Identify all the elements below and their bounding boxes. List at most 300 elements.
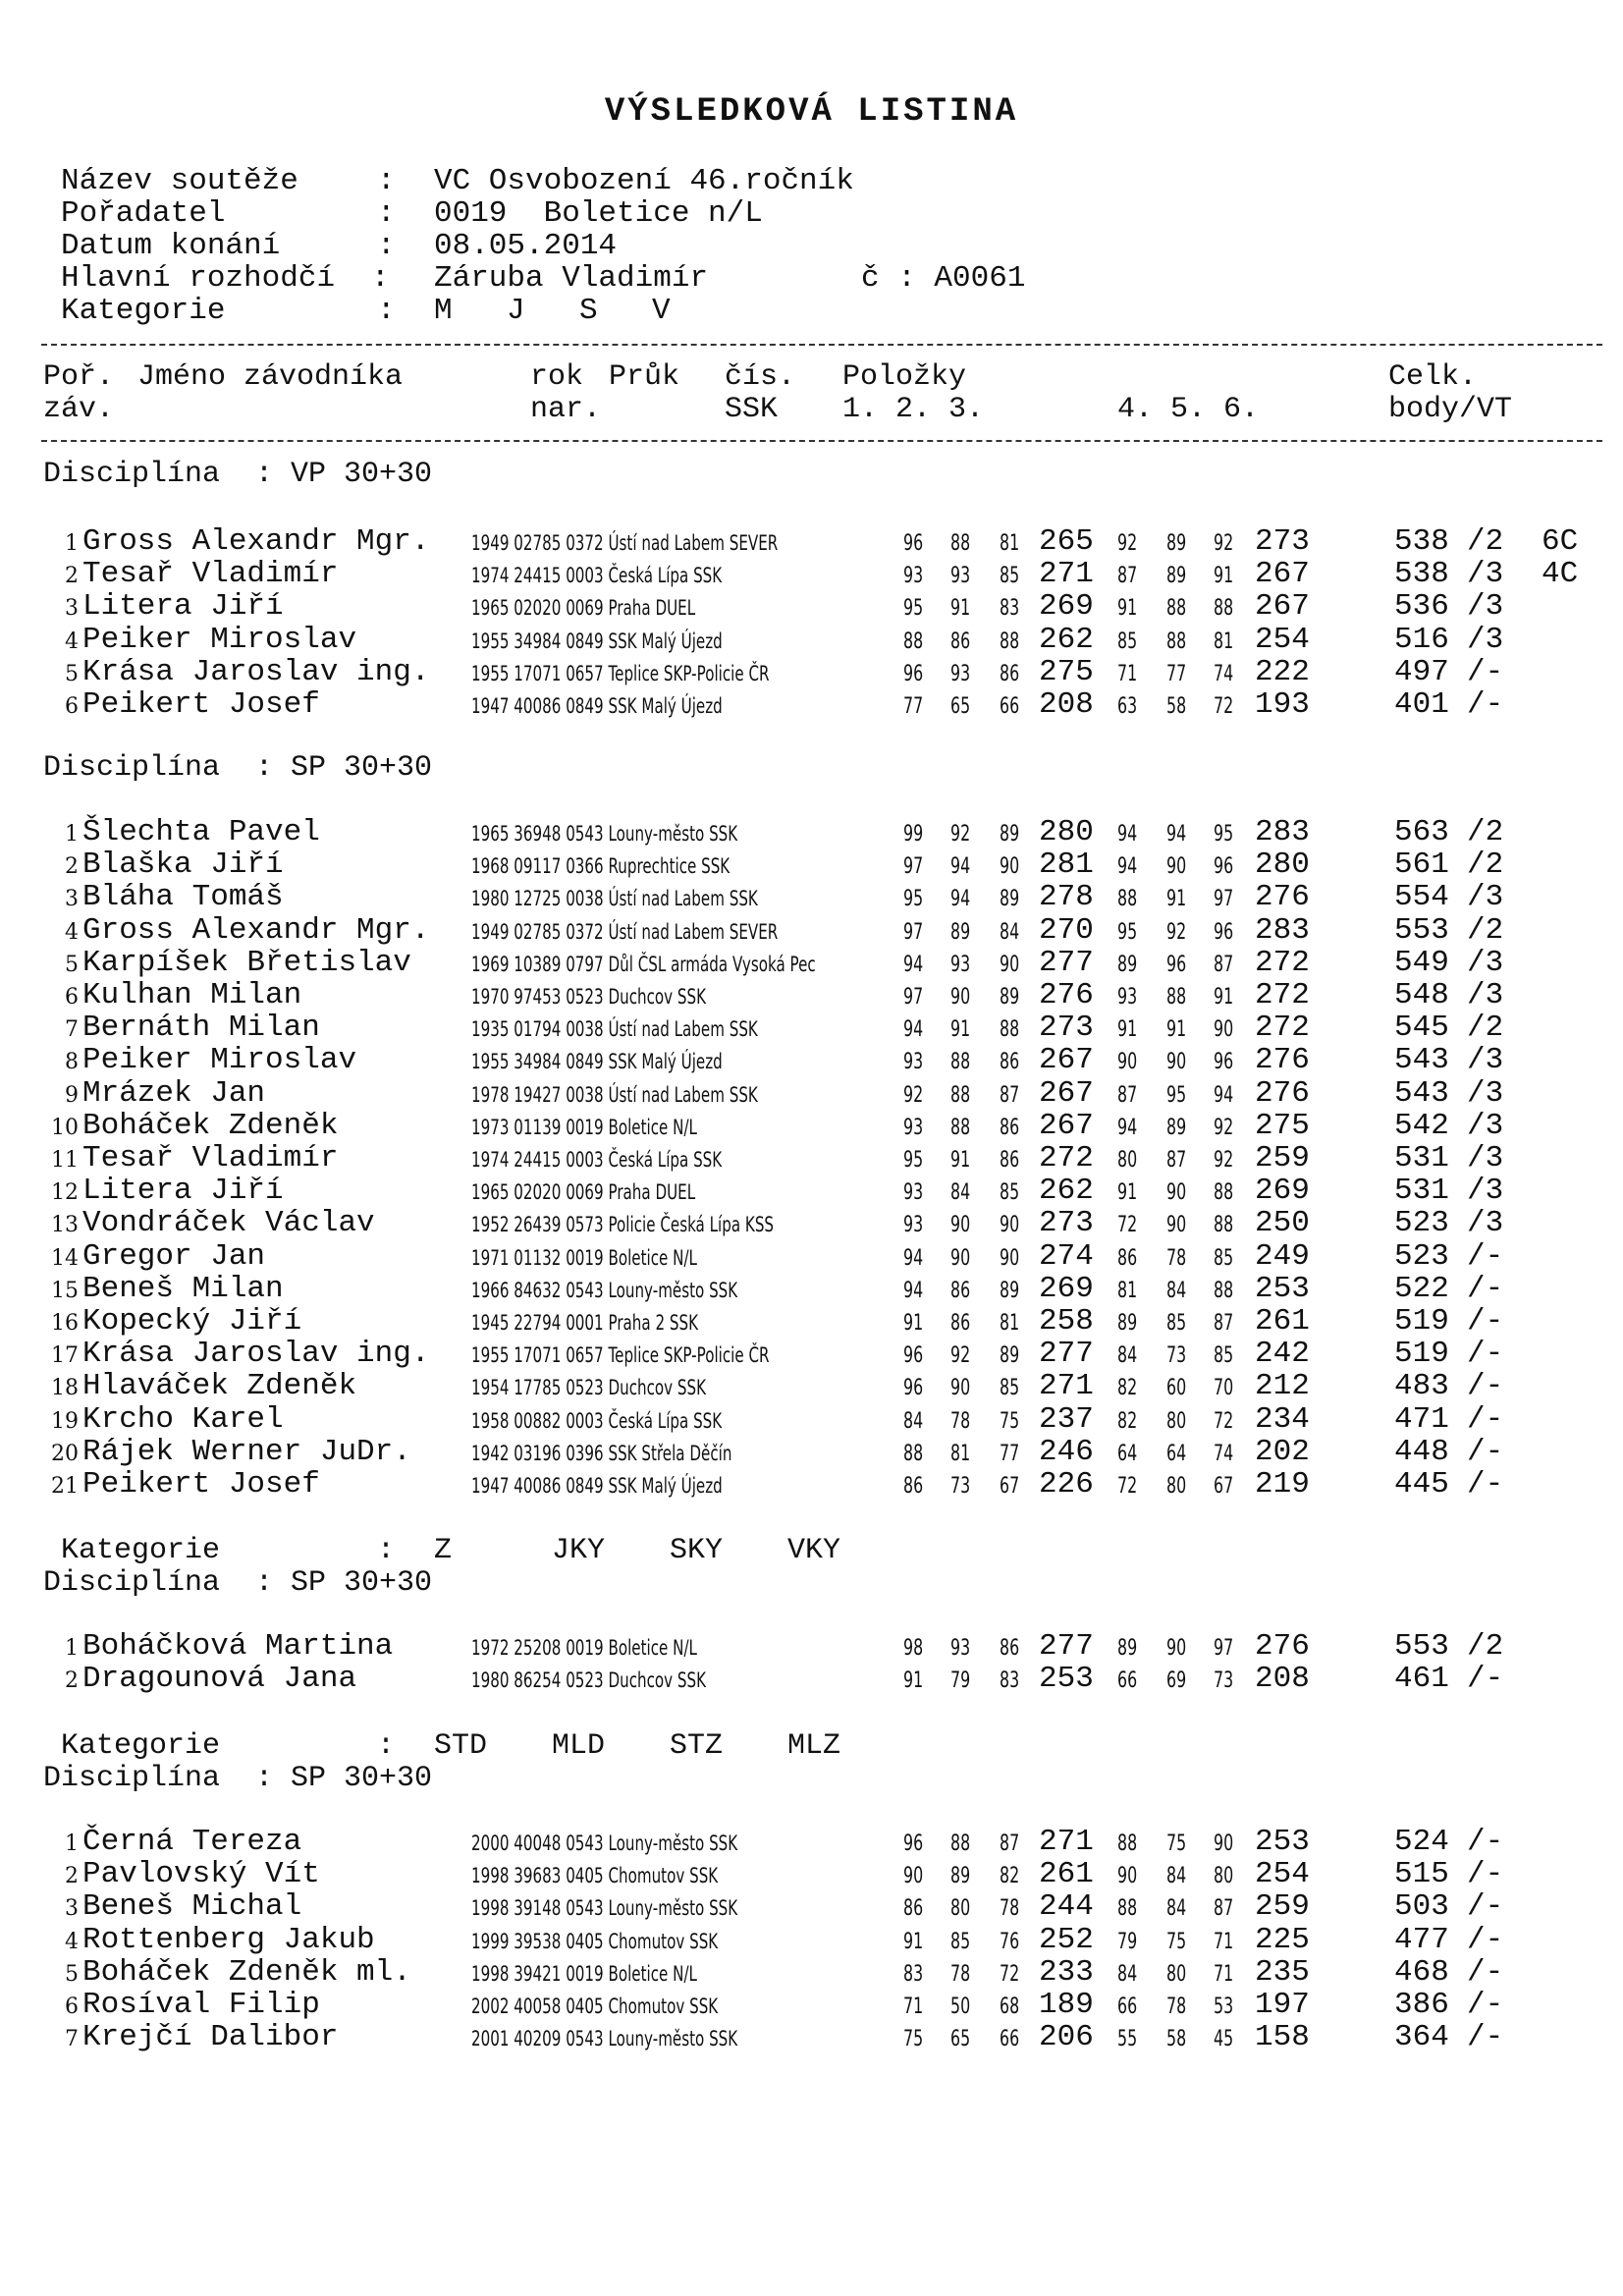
rank-number: 11 (51, 1148, 79, 1173)
total-points: 545 (1394, 1011, 1449, 1046)
competitor-name: Bláha Tomáš (82, 880, 284, 915)
competitor-name: Beneš Milan (82, 1271, 284, 1306)
result-row (0, 688, 1623, 721)
score-6: 90 (1214, 1831, 1234, 1856)
competitor-info: 1998 39683 0405 Chomutov SSK (471, 1864, 719, 1888)
score-3: 86 (1000, 1050, 1020, 1075)
result-row (0, 1663, 1623, 1695)
score-4: 55 (1117, 2027, 1138, 2052)
score-3: 86 (1000, 1636, 1020, 1661)
col-por: Poř. (43, 360, 115, 394)
score-3: 77 (1000, 1441, 1020, 1466)
score-5: 90 (1166, 1213, 1187, 1238)
rank-number: 3 (65, 887, 79, 912)
subtotal-2: 272 (1255, 945, 1310, 980)
score-6: 53 (1214, 1995, 1234, 2019)
score-4: 89 (1117, 1311, 1138, 1336)
score-2: 84 (950, 1180, 971, 1206)
score-6: 73 (1214, 1668, 1234, 1694)
score-4: 94 (1117, 822, 1138, 847)
result-row (0, 1989, 1623, 2021)
vt-class: /2 (1467, 1629, 1504, 1664)
subtotal-2: 259 (1255, 1889, 1310, 1925)
result-row (0, 947, 1623, 979)
score-4: 66 (1117, 1668, 1138, 1694)
score-5: 69 (1166, 1668, 1187, 1694)
subtotal-2: 212 (1255, 1369, 1310, 1404)
score-1: 95 (903, 887, 924, 912)
result-row (0, 2021, 1623, 2053)
subtotal-1: 277 (1039, 1337, 1094, 1372)
score-6: 71 (1214, 1961, 1234, 1987)
result-row (0, 1826, 1623, 1858)
subtotal-2: 253 (1255, 1825, 1310, 1859)
score-6: 87 (1214, 952, 1234, 977)
competitor-info: 1958 00882 0003 Česká Lípa SSK (471, 1408, 723, 1433)
score-1: 88 (903, 1441, 924, 1466)
subtotal-1: 272 (1039, 1141, 1094, 1175)
total-points: 542 (1394, 1108, 1449, 1143)
category-code: M (434, 294, 453, 328)
score-3: 87 (1000, 1831, 1020, 1856)
score-4: 80 (1117, 1148, 1138, 1173)
vt-class: /3 (1467, 589, 1504, 625)
result-row (0, 816, 1623, 848)
subtotal-1: 267 (1039, 1075, 1094, 1111)
competitor-name: Boháčková Martina (82, 1629, 394, 1664)
rank-number: 18 (51, 1376, 79, 1401)
divider (41, 344, 1602, 346)
score-6: 87 (1214, 1311, 1234, 1336)
competitor-name: Hlaváček Zdeněk (82, 1369, 357, 1404)
score-5: 80 (1166, 1961, 1187, 1987)
score-5: 92 (1166, 919, 1187, 945)
subtotal-1: 265 (1039, 524, 1094, 559)
result-row (0, 1011, 1623, 1044)
subtotal-2: 222 (1255, 654, 1310, 689)
competitor-info: 1973 01139 0019 Boletice N/L (471, 1115, 697, 1139)
competitor-name: Boháček Zdeněk ml. (82, 1954, 411, 1990)
score-4: 87 (1117, 1082, 1138, 1108)
result-row (0, 624, 1623, 656)
total-points: 531 (1394, 1141, 1449, 1175)
competitor-info: 1978 19427 0038 Ústí nad Labem SSK (471, 1082, 758, 1107)
vt-class: /- (1467, 1467, 1504, 1502)
score-4: 66 (1117, 1995, 1138, 2019)
total-points: 515 (1394, 1857, 1449, 1892)
score-6: 72 (1214, 1408, 1234, 1434)
header-value: Záruba Vladimír (434, 261, 709, 296)
score-4: 84 (1117, 1961, 1138, 1987)
vt-class: /- (1467, 1401, 1504, 1437)
result-row (0, 1273, 1623, 1305)
competitor-info: 1952 26439 0573 Policie Česká Lípa KSS (471, 1213, 775, 1237)
vt-class: /3 (1467, 1108, 1504, 1143)
result-row (0, 1338, 1623, 1370)
subtotal-2: 283 (1255, 912, 1310, 948)
competitor-name: Gross Alexandr Mgr. (82, 912, 430, 948)
score-2: 92 (950, 1343, 971, 1369)
score-2: 78 (950, 1408, 971, 1434)
header-colon: : (377, 164, 396, 198)
total-points: 364 (1394, 2020, 1449, 2055)
competitor-info: 1966 84632 0543 Louny-město SSK (471, 1278, 738, 1302)
total-points: 523 (1394, 1206, 1449, 1241)
rank-number: 3 (65, 596, 79, 622)
score-2: 94 (950, 854, 971, 880)
result-row (0, 1436, 1623, 1468)
subtotal-1: 273 (1039, 1206, 1094, 1241)
score-5: 85 (1166, 1311, 1187, 1336)
score-3: 85 (1000, 1180, 1020, 1206)
score-3: 86 (1000, 1148, 1020, 1173)
subtotal-2: 275 (1255, 1108, 1310, 1143)
subtotal-1: 237 (1039, 1401, 1094, 1437)
score-4: 89 (1117, 952, 1138, 977)
competitor-info: 1969 10389 0797 Důl ČSL armáda Vysoká Pec (471, 952, 816, 976)
header-colon: : (377, 229, 396, 263)
total-points: 483 (1394, 1369, 1449, 1404)
discipline-heading: Disciplína : SP 30+30 (43, 1566, 433, 1600)
score-4: 88 (1117, 887, 1138, 912)
header-value: 08.05.2014 (434, 229, 618, 263)
competitor-name: Šlechta Pavel (82, 815, 320, 849)
score-2: 91 (950, 1148, 971, 1173)
rank-number: 15 (51, 1278, 79, 1303)
col-rok: rok (530, 360, 584, 394)
discipline-heading: Disciplína : VP 30+30 (43, 458, 433, 491)
col-body: body/VT (1388, 393, 1513, 426)
subtotal-2: 193 (1255, 687, 1310, 722)
score-3: 72 (1000, 1961, 1020, 1987)
score-6: 96 (1214, 854, 1234, 880)
score-1: 91 (903, 1668, 924, 1694)
competitor-info: 1970 97453 0523 Duchcov SSK (471, 985, 707, 1009)
score-3: 90 (1000, 1213, 1020, 1238)
score-5: 89 (1166, 1115, 1187, 1140)
score-2: 93 (950, 661, 971, 686)
score-3: 68 (1000, 1995, 1020, 2019)
vt-class: /3 (1467, 1206, 1504, 1241)
vt-class: /- (1467, 687, 1504, 722)
score-4: 87 (1117, 564, 1138, 589)
score-2: 86 (950, 1311, 971, 1336)
result-row (0, 1956, 1623, 1989)
subtotal-2: 276 (1255, 1075, 1310, 1111)
score-6: 67 (1214, 1474, 1234, 1499)
score-2: 93 (950, 1636, 971, 1661)
subtotal-2: 208 (1255, 1662, 1310, 1697)
score-2: 73 (950, 1474, 971, 1499)
vt-class: /3 (1467, 880, 1504, 915)
competitor-name: Gross Alexandr Mgr. (82, 524, 430, 559)
vt-class: /- (1467, 1434, 1504, 1469)
col-p456: 4. 5. 6. (1117, 393, 1260, 426)
competitor-info: 2001 40209 0543 Louny-město SSK (471, 2027, 738, 2051)
competitor-info: 1955 17071 0657 Teplice SKP-Policie ČR (471, 1343, 770, 1368)
score-1: 94 (903, 1017, 924, 1043)
competitor-name: Mrázek Jan (82, 1075, 266, 1111)
subtotal-1: 258 (1039, 1304, 1094, 1339)
category-code: V (652, 294, 671, 328)
subtotal-1: 269 (1039, 1271, 1094, 1306)
competitor-info: 1945 22794 0001 Praha 2 SSK (471, 1311, 699, 1335)
vt-class: /- (1467, 654, 1504, 689)
category-code: VKY (787, 1534, 841, 1567)
rank-number: 6 (65, 1995, 79, 2019)
subtotal-1: 261 (1039, 1857, 1094, 1892)
subtotal-1: 280 (1039, 815, 1094, 849)
score-6: 97 (1214, 887, 1234, 912)
rank-number: 9 (65, 1082, 79, 1108)
vt-class: /- (1467, 2020, 1504, 2055)
score-6: 94 (1214, 1082, 1234, 1108)
rank-number: 1 (65, 1636, 79, 1661)
vt-class: /3 (1467, 945, 1504, 980)
competitor-info: 1965 02020 0069 Praha DUEL (471, 1180, 696, 1205)
category-code: JKY (552, 1534, 606, 1567)
rank-number: 1 (65, 531, 79, 556)
vt-class: /2 (1467, 1011, 1504, 1046)
total-points: 548 (1394, 978, 1449, 1012)
score-5: 90 (1166, 1180, 1187, 1206)
competitor-info: 1955 17071 0657 Teplice SKP-Policie ČR (471, 661, 770, 685)
total-points: 543 (1394, 1043, 1449, 1078)
result-row (0, 1890, 1623, 1923)
score-4: 79 (1117, 1929, 1138, 1954)
subtotal-2: 272 (1255, 1011, 1310, 1046)
category-code: S (579, 294, 598, 328)
competitor-name: Litera Jiří (82, 1174, 284, 1209)
rank-number: 6 (65, 694, 79, 719)
total-points: 553 (1394, 1629, 1449, 1664)
total-points: 448 (1394, 1434, 1449, 1469)
score-5: 94 (1166, 822, 1187, 847)
competitor-name: Černá Tereza (82, 1825, 302, 1859)
total-points: 554 (1394, 880, 1449, 915)
total-points: 524 (1394, 1825, 1449, 1859)
score-3: 82 (1000, 1864, 1020, 1889)
competitor-info: 1949 02785 0372 Ústí nad Labem SEVER (471, 919, 779, 944)
score-4: 91 (1117, 596, 1138, 622)
score-3: 85 (1000, 564, 1020, 589)
score-3: 90 (1000, 854, 1020, 880)
score-4: 90 (1117, 1050, 1138, 1075)
competitor-name: Krcho Karel (82, 1401, 284, 1437)
rank-number: 6 (65, 985, 79, 1010)
total-points: 516 (1394, 622, 1449, 657)
score-6: 97 (1214, 1636, 1234, 1661)
total-points: 461 (1394, 1662, 1449, 1697)
competitor-name: Kopecký Jiří (82, 1304, 302, 1339)
score-1: 99 (903, 822, 924, 847)
competitor-info: 1998 39421 0019 Boletice N/L (471, 1961, 697, 1986)
rank-number: 2 (65, 1668, 79, 1694)
subtotal-1: 278 (1039, 880, 1094, 915)
col-name: Jméno závodníka (137, 360, 404, 394)
result-row (0, 1403, 1623, 1436)
competitor-info: 1965 02020 0069 Praha DUEL (471, 596, 696, 621)
subtotal-1: 252 (1039, 1922, 1094, 1957)
subtotal-1: 277 (1039, 945, 1094, 980)
category-label: Kategorie (61, 1729, 221, 1763)
score-3: 90 (1000, 1245, 1020, 1271)
score-4: 82 (1117, 1408, 1138, 1434)
vt-class: /3 (1467, 978, 1504, 1012)
score-6: 88 (1214, 1278, 1234, 1303)
header-colon: : (377, 196, 396, 231)
score-6: 96 (1214, 1050, 1234, 1075)
score-3: 75 (1000, 1408, 1020, 1434)
score-3: 84 (1000, 919, 1020, 945)
total-points: 386 (1394, 1988, 1449, 2022)
vt-class: /- (1467, 1369, 1504, 1404)
subtotal-2: 283 (1255, 815, 1310, 849)
category-code: MLD (552, 1729, 606, 1763)
score-4: 93 (1117, 985, 1138, 1010)
competitor-name: Boháček Zdeněk (82, 1108, 339, 1143)
discipline-heading: Disciplína : SP 30+30 (43, 751, 433, 785)
vt-class: /- (1467, 1662, 1504, 1697)
header-label: Pořadatel (61, 196, 226, 231)
score-1: 94 (903, 952, 924, 977)
competitor-name: Peiker Miroslav (82, 1043, 357, 1078)
score-3: 86 (1000, 1115, 1020, 1140)
rank-number: 10 (51, 1115, 79, 1140)
category-colon: : (377, 1534, 396, 1567)
subtotal-1: 226 (1039, 1467, 1094, 1502)
score-2: 93 (950, 952, 971, 977)
score-2: 91 (950, 596, 971, 622)
subtotal-2: 269 (1255, 1174, 1310, 1209)
score-3: 86 (1000, 661, 1020, 686)
score-5: 89 (1166, 564, 1187, 589)
score-3: 89 (1000, 1278, 1020, 1303)
score-5: 88 (1166, 629, 1187, 654)
rank-number: 19 (51, 1408, 79, 1434)
competitor-name: Kulhan Milan (82, 978, 302, 1012)
subtotal-2: 225 (1255, 1922, 1310, 1957)
score-4: 90 (1117, 1864, 1138, 1889)
score-1: 96 (903, 1343, 924, 1369)
rank-number: 7 (65, 2027, 79, 2052)
score-5: 60 (1166, 1376, 1187, 1401)
score-6: 85 (1214, 1245, 1234, 1271)
total-points: 468 (1394, 1954, 1449, 1990)
score-6: 85 (1214, 1343, 1234, 1369)
total-points: 538 (1394, 557, 1449, 592)
rank-number: 4 (65, 629, 79, 654)
score-1: 93 (903, 1050, 924, 1075)
score-6: 91 (1214, 564, 1234, 589)
score-6: 92 (1214, 531, 1234, 556)
score-3: 89 (1000, 822, 1020, 847)
score-5: 90 (1166, 1050, 1187, 1075)
subtotal-2: 267 (1255, 589, 1310, 625)
rank-number: 21 (51, 1474, 79, 1499)
col-zav: záv. (43, 393, 115, 426)
score-4: 86 (1117, 1245, 1138, 1271)
score-1: 77 (903, 694, 924, 719)
score-6: 87 (1214, 1896, 1234, 1922)
score-2: 88 (950, 1115, 971, 1140)
score-1: 88 (903, 629, 924, 654)
document-title: VÝSLEDKOVÁ LISTINA (604, 93, 1019, 131)
score-3: 87 (1000, 1082, 1020, 1108)
score-4: 94 (1117, 1115, 1138, 1140)
score-5: 84 (1166, 1896, 1187, 1922)
score-4: 88 (1117, 1896, 1138, 1922)
competitor-name: Beneš Michal (82, 1889, 302, 1925)
score-5: 87 (1166, 1148, 1187, 1173)
score-4: 88 (1117, 1831, 1138, 1856)
score-6: 88 (1214, 1180, 1234, 1206)
score-1: 97 (903, 854, 924, 880)
subtotal-2: 234 (1255, 1401, 1310, 1437)
total-points: 401 (1394, 687, 1449, 722)
vt-class: /- (1467, 1954, 1504, 1990)
subtotal-1: 208 (1039, 687, 1094, 722)
competitor-info: 1949 02785 0372 Ústí nad Labem SEVER (471, 531, 779, 555)
competitor-name: Tesař Vladimír (82, 557, 339, 592)
score-6: 92 (1214, 1115, 1234, 1140)
subtotal-1: 273 (1039, 1011, 1094, 1046)
result-row (0, 1924, 1623, 1956)
competitor-info: 1999 39538 0405 Chomutov SSK (471, 1929, 719, 1953)
score-5: 91 (1166, 887, 1187, 912)
score-2: 92 (950, 822, 971, 847)
rank-number: 20 (51, 1441, 79, 1466)
score-3: 90 (1000, 952, 1020, 977)
score-6: 88 (1214, 1213, 1234, 1238)
total-points: 497 (1394, 654, 1449, 689)
score-1: 96 (903, 1831, 924, 1856)
competitor-name: Tesař Vladimír (82, 1141, 339, 1175)
score-4: 81 (1117, 1278, 1138, 1303)
score-4: 91 (1117, 1017, 1138, 1043)
score-6: 74 (1214, 661, 1234, 686)
result-row (0, 1207, 1623, 1239)
score-4: 94 (1117, 854, 1138, 880)
score-3: 78 (1000, 1896, 1020, 1922)
score-4: 63 (1117, 694, 1138, 719)
category-code: SKY (670, 1534, 724, 1567)
category-colon: : (377, 1729, 396, 1763)
col-nar: nar. (530, 393, 602, 426)
total-points: 503 (1394, 1889, 1449, 1925)
header-label: Datum konání (61, 229, 281, 263)
score-5: 89 (1166, 531, 1187, 556)
score-3: 66 (1000, 2027, 1020, 2052)
total-points: 536 (1394, 589, 1449, 625)
score-4: 72 (1117, 1474, 1138, 1499)
score-2: 88 (950, 1050, 971, 1075)
competitor-info: 1980 86254 0523 Duchcov SSK (471, 1668, 707, 1693)
rank-number: 4 (65, 919, 79, 945)
score-4: 89 (1117, 1636, 1138, 1661)
referee-number: č : A0061 (861, 261, 1026, 296)
score-2: 88 (950, 531, 971, 556)
rank-number: 5 (65, 952, 79, 977)
result-row (0, 1468, 1623, 1501)
score-2: 90 (950, 985, 971, 1010)
subtotal-2: 259 (1255, 1141, 1310, 1175)
header-label: Hlavní rozhodčí (61, 261, 336, 296)
result-row (0, 590, 1623, 623)
rank-number: 4 (65, 1929, 79, 1954)
header-colon: : (371, 261, 390, 296)
subtotal-2: 219 (1255, 1467, 1310, 1502)
